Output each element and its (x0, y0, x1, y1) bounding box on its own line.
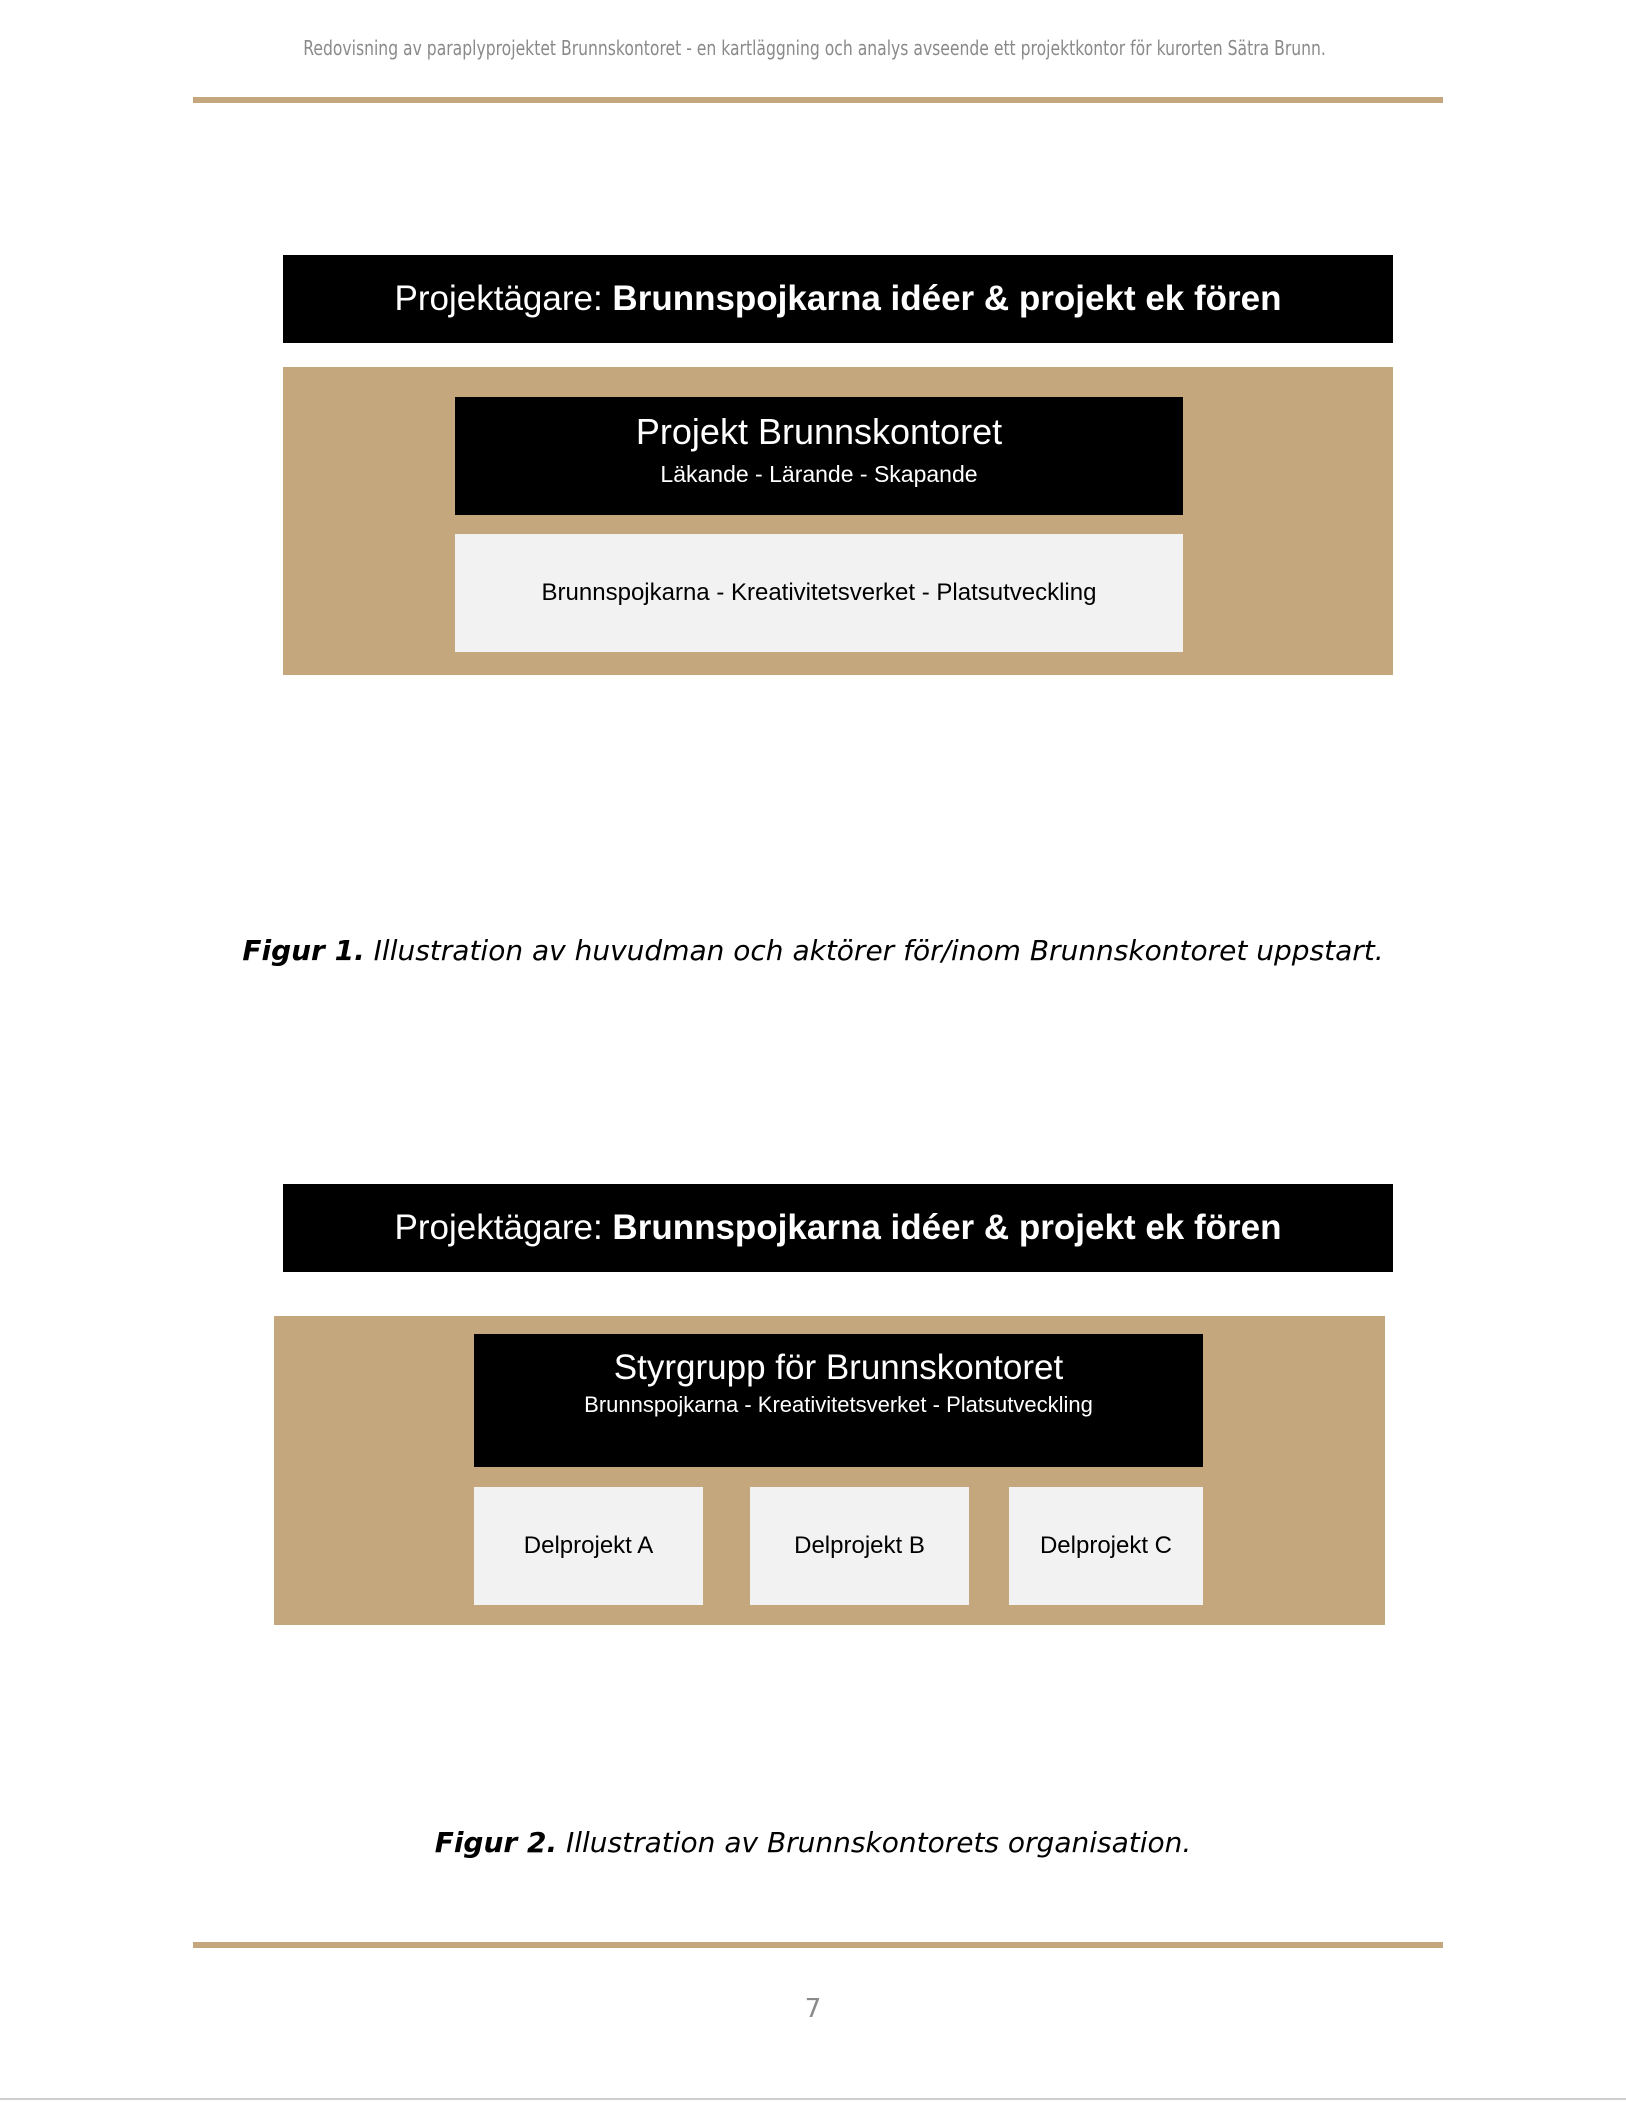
figure2-owner-label: Projektägare: (394, 1208, 603, 1247)
figure2-owner-bar (283, 1184, 1393, 1272)
figure1-project-box (283, 367, 1393, 675)
figure1-caption-label: Figur 1. (242, 934, 365, 967)
figure1-actors-text: Brunnspojkarna - Kreativitetsverket - Platsutveckling (541, 579, 1097, 606)
page-bottom-edge (0, 2098, 1626, 2100)
subproject-a-box (474, 1487, 703, 1605)
subproject-c-box (1009, 1487, 1203, 1605)
subproject-b-label: Delprojekt B (794, 1532, 925, 1559)
figure2-owner-name: Brunnspojkarna idéer & projekt ek fören (612, 1208, 1282, 1247)
figure1-project-header (455, 397, 1183, 515)
page-number: 7 (804, 1994, 822, 2024)
figure2-steering-subtitle: Brunnspojkarna - Kreativitetsverket - Platsutveckling (584, 1392, 1093, 1417)
figure1-owner-name: Brunnspojkarna idéer & projekt ek fören (612, 279, 1282, 318)
figure1-caption (0, 934, 1626, 967)
figure1-actors-box (455, 534, 1183, 652)
header-rule (193, 97, 1443, 103)
figure1-project-subtitle: Läkande - Lärande - Skapande (660, 461, 978, 487)
figure1-caption-text: Illustration av huvudman och aktörer för/inom Brunnskontoret uppstart. (364, 934, 1384, 967)
running-header: Redovisning av paraplyprojektet Brunnskontoret - en kartläggning och analys avseende ett projektkontor för kurorten Sätra Brunn. (303, 36, 1326, 60)
figure2-steering-title: Styrgrupp för Brunnskontoret (613, 1348, 1064, 1387)
figure2-steering-group (474, 1334, 1203, 1467)
figure2-caption (0, 1826, 1626, 1859)
subproject-b-box (750, 1487, 969, 1605)
figure2-caption-label: Figur 2. (434, 1826, 558, 1859)
footer-rule (193, 1942, 1443, 1948)
figure2-organisation-box (274, 1316, 1385, 1625)
figure2-caption-text: Illustration av Brunnskontorets organisation. (557, 1826, 1192, 1859)
subproject-a-label: Delprojekt A (523, 1532, 654, 1559)
figure1-owner-label: Projektägare: (394, 279, 603, 318)
figure1-owner-bar (283, 255, 1393, 343)
subproject-c-label: Delprojekt C (1039, 1532, 1173, 1559)
figure1-project-title: Projekt Brunnskontoret (635, 411, 1003, 452)
